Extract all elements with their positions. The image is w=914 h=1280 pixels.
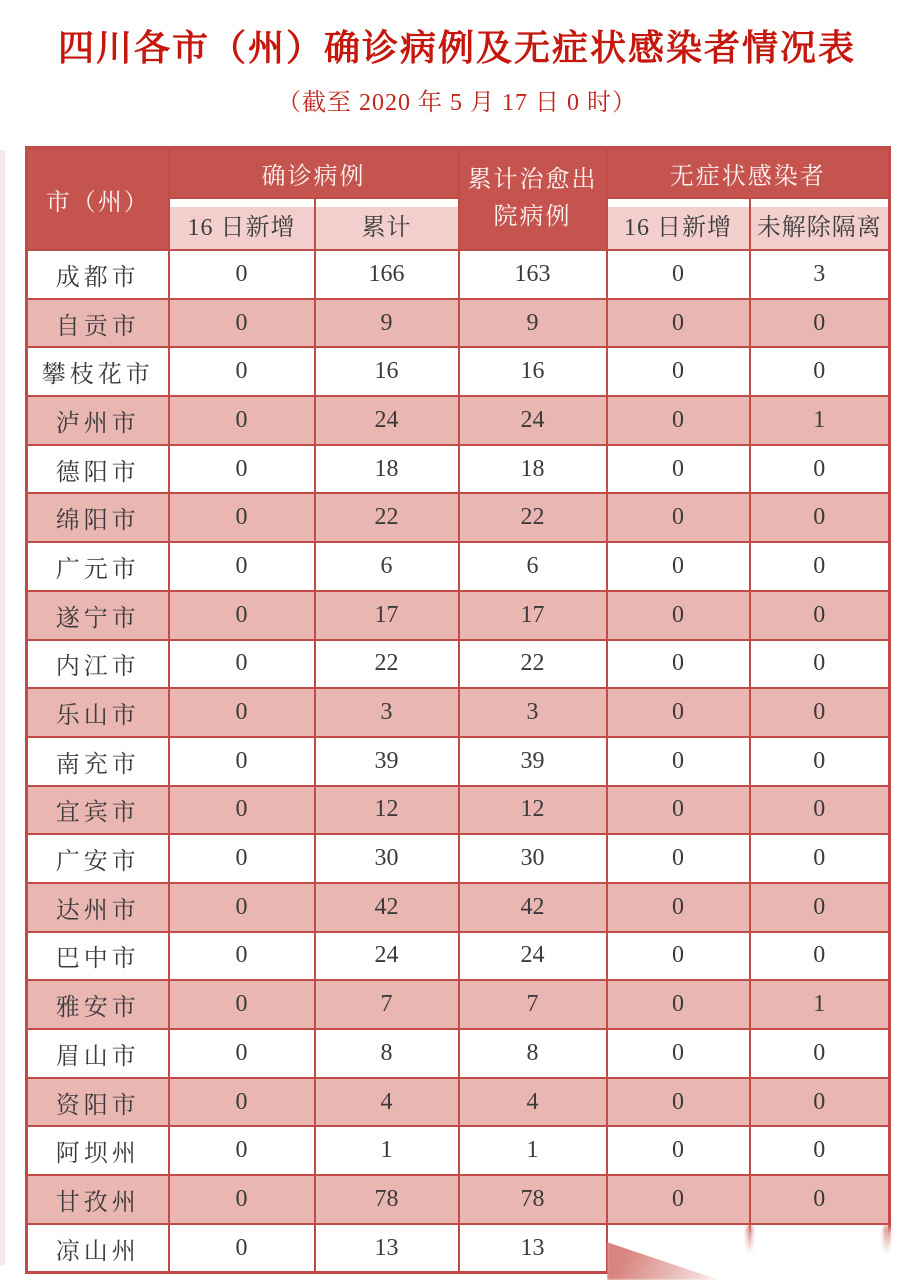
value-cell: 0 bbox=[607, 980, 750, 1029]
col-subheader-asymptomatic-new: 16 日新增 bbox=[607, 198, 750, 250]
value-cell: 17 bbox=[315, 591, 459, 640]
value-cell: 39 bbox=[459, 737, 607, 786]
value-cell: 22 bbox=[459, 640, 607, 689]
value-cell: 39 bbox=[315, 737, 459, 786]
value-cell: 24 bbox=[459, 932, 607, 981]
value-cell: 1 bbox=[459, 1126, 607, 1175]
value-cell: 0 bbox=[750, 786, 890, 835]
city-cell: 自贡市 bbox=[27, 299, 169, 348]
value-cell: 13 bbox=[459, 1224, 607, 1273]
value-cell: 22 bbox=[315, 640, 459, 689]
value-cell: 0 bbox=[169, 834, 315, 883]
covid-status-table bbox=[25, 146, 891, 1274]
value-cell: 13 bbox=[315, 1224, 459, 1273]
faded-border-streak bbox=[747, 1226, 752, 1254]
value-cell: 0 bbox=[750, 932, 890, 981]
col-header-cured: 累计治愈出院病例 bbox=[459, 148, 607, 251]
value-cell: 0 bbox=[607, 445, 750, 494]
value-cell: 18 bbox=[315, 445, 459, 494]
value-cell: 3 bbox=[315, 688, 459, 737]
table-row bbox=[27, 883, 890, 932]
value-cell: 0 bbox=[750, 542, 890, 591]
value-cell: 18 bbox=[459, 445, 607, 494]
table-row bbox=[27, 542, 890, 591]
left-edge-artifact bbox=[0, 150, 5, 1265]
table-row bbox=[27, 834, 890, 883]
value-cell: 0 bbox=[169, 347, 315, 396]
value-cell: 0 bbox=[750, 688, 890, 737]
city-cell: 泸州市 bbox=[27, 396, 169, 445]
value-cell: 0 bbox=[607, 737, 750, 786]
value-cell: 0 bbox=[607, 932, 750, 981]
value-cell: 0 bbox=[607, 1078, 750, 1127]
value-cell: 3 bbox=[750, 250, 890, 299]
value-cell: 0 bbox=[750, 834, 890, 883]
col-header-asymptomatic: 无症状感染者 bbox=[607, 148, 890, 199]
value-cell: 0 bbox=[169, 737, 315, 786]
value-cell: 0 bbox=[169, 640, 315, 689]
value-cell: 0 bbox=[169, 445, 315, 494]
value-cell: 0 bbox=[607, 591, 750, 640]
table-body bbox=[27, 250, 890, 1273]
value-cell: 0 bbox=[169, 1126, 315, 1175]
value-cell: 0 bbox=[750, 445, 890, 494]
table-row bbox=[27, 640, 890, 689]
city-cell: 宜宾市 bbox=[27, 786, 169, 835]
col-header-city: 市（州） bbox=[27, 148, 169, 251]
table-row bbox=[27, 250, 890, 299]
value-cell: 12 bbox=[459, 786, 607, 835]
value-cell: 0 bbox=[750, 1029, 890, 1078]
value-cell: 0 bbox=[169, 688, 315, 737]
table-row bbox=[27, 980, 890, 1029]
table-row bbox=[27, 737, 890, 786]
table-row bbox=[27, 591, 890, 640]
table-row bbox=[27, 445, 890, 494]
table-row bbox=[27, 1126, 890, 1175]
value-cell: 0 bbox=[607, 1029, 750, 1078]
table-row bbox=[27, 347, 890, 396]
table-row bbox=[27, 932, 890, 981]
city-cell: 甘孜州 bbox=[27, 1175, 169, 1224]
value-cell: 0 bbox=[169, 932, 315, 981]
value-cell: 17 bbox=[459, 591, 607, 640]
value-cell: 0 bbox=[750, 299, 890, 348]
value-cell: 3 bbox=[459, 688, 607, 737]
value-cell: 0 bbox=[750, 883, 890, 932]
value-cell: 0 bbox=[607, 493, 750, 542]
value-cell: 0 bbox=[750, 1126, 890, 1175]
city-cell: 巴中市 bbox=[27, 932, 169, 981]
col-subheader-asymptomatic-quarantine: 未解除隔离 bbox=[750, 198, 890, 250]
value-cell: 0 bbox=[169, 786, 315, 835]
value-cell: 0 bbox=[169, 396, 315, 445]
faded-border-streak bbox=[884, 1226, 889, 1254]
table-row bbox=[27, 786, 890, 835]
value-cell: 78 bbox=[315, 1175, 459, 1224]
value-cell: 0 bbox=[607, 1126, 750, 1175]
value-cell: 42 bbox=[459, 883, 607, 932]
value-cell: 0 bbox=[750, 1175, 890, 1224]
city-cell: 攀枝花市 bbox=[27, 347, 169, 396]
value-cell: 30 bbox=[315, 834, 459, 883]
table-row bbox=[27, 396, 890, 445]
table-row bbox=[27, 493, 890, 542]
value-cell: 0 bbox=[169, 542, 315, 591]
table-row bbox=[27, 1078, 890, 1127]
value-cell: 8 bbox=[459, 1029, 607, 1078]
value-cell: 1 bbox=[750, 396, 890, 445]
value-cell: 0 bbox=[169, 591, 315, 640]
value-cell: 0 bbox=[607, 347, 750, 396]
city-cell: 南充市 bbox=[27, 737, 169, 786]
table-row bbox=[27, 1029, 890, 1078]
header-row-groups bbox=[27, 148, 890, 199]
value-cell: 166 bbox=[315, 250, 459, 299]
city-cell: 遂宁市 bbox=[27, 591, 169, 640]
value-cell: 0 bbox=[169, 493, 315, 542]
value-cell: 0 bbox=[750, 737, 890, 786]
value-cell: 16 bbox=[459, 347, 607, 396]
city-cell: 凉山州 bbox=[27, 1224, 169, 1273]
value-cell: 24 bbox=[315, 932, 459, 981]
value-cell: 0 bbox=[750, 347, 890, 396]
value-cell: 6 bbox=[315, 542, 459, 591]
value-cell: 0 bbox=[607, 250, 750, 299]
value-cell: 0 bbox=[607, 786, 750, 835]
value-cell: 8 bbox=[315, 1029, 459, 1078]
value-cell: 0 bbox=[607, 834, 750, 883]
value-cell: 0 bbox=[169, 1224, 315, 1273]
city-cell: 阿坝州 bbox=[27, 1126, 169, 1175]
value-cell: 0 bbox=[169, 299, 315, 348]
value-cell: 1 bbox=[315, 1126, 459, 1175]
value-cell: 0 bbox=[750, 591, 890, 640]
value-cell: 0 bbox=[750, 640, 890, 689]
col-subheader-confirmed-total: 累计 bbox=[315, 198, 459, 250]
value-cell: 0 bbox=[169, 980, 315, 1029]
city-cell: 内江市 bbox=[27, 640, 169, 689]
value-cell: 0 bbox=[607, 1175, 750, 1224]
value-cell: 9 bbox=[315, 299, 459, 348]
value-cell: 22 bbox=[459, 493, 607, 542]
value-cell: 78 bbox=[459, 1175, 607, 1224]
value-cell: 16 bbox=[315, 347, 459, 396]
table-row bbox=[27, 299, 890, 348]
value-cell: 7 bbox=[459, 980, 607, 1029]
value-cell: 1 bbox=[750, 980, 890, 1029]
table-row bbox=[27, 1175, 890, 1224]
page-title: 四川各市（州）确诊病例及无症状感染者情况表 bbox=[57, 27, 856, 68]
city-cell: 雅安市 bbox=[27, 980, 169, 1029]
city-cell: 乐山市 bbox=[27, 688, 169, 737]
city-cell: 达州市 bbox=[27, 883, 169, 932]
value-cell: 0 bbox=[169, 250, 315, 299]
value-cell: 6 bbox=[459, 542, 607, 591]
value-cell: 0 bbox=[750, 1078, 890, 1127]
city-cell: 眉山市 bbox=[27, 1029, 169, 1078]
value-cell: 9 bbox=[459, 299, 607, 348]
value-cell: 24 bbox=[459, 396, 607, 445]
value-cell: 12 bbox=[315, 786, 459, 835]
value-cell: 0 bbox=[607, 883, 750, 932]
value-cell: 22 bbox=[315, 493, 459, 542]
value-cell: 4 bbox=[315, 1078, 459, 1127]
value-cell: 0 bbox=[607, 688, 750, 737]
value-cell: 42 bbox=[315, 883, 459, 932]
value-cell: 0 bbox=[169, 1029, 315, 1078]
value-cell: 24 bbox=[315, 396, 459, 445]
value-cell: 0 bbox=[607, 640, 750, 689]
value-cell: 7 bbox=[315, 980, 459, 1029]
city-cell: 绵阳市 bbox=[27, 493, 169, 542]
value-cell: 0 bbox=[607, 542, 750, 591]
city-cell: 广安市 bbox=[27, 834, 169, 883]
value-cell: 163 bbox=[459, 250, 607, 299]
value-cell: 0 bbox=[169, 1175, 315, 1224]
city-cell: 资阳市 bbox=[27, 1078, 169, 1127]
col-header-confirmed: 确诊病例 bbox=[169, 148, 459, 199]
value-cell: 0 bbox=[169, 1078, 315, 1127]
city-cell: 德阳市 bbox=[27, 445, 169, 494]
page-subtitle: （截至 2020 年 5 月 17 日 0 时） bbox=[277, 90, 637, 116]
value-cell: 30 bbox=[459, 834, 607, 883]
table-row bbox=[27, 688, 890, 737]
city-cell: 广元市 bbox=[27, 542, 169, 591]
value-cell: 4 bbox=[459, 1078, 607, 1127]
value-cell: 0 bbox=[750, 493, 890, 542]
value-cell: 0 bbox=[607, 299, 750, 348]
col-subheader-confirmed-new: 16 日新增 bbox=[169, 198, 315, 250]
value-cell: 0 bbox=[169, 883, 315, 932]
value-cell: 0 bbox=[607, 396, 750, 445]
city-cell: 成都市 bbox=[27, 250, 169, 299]
